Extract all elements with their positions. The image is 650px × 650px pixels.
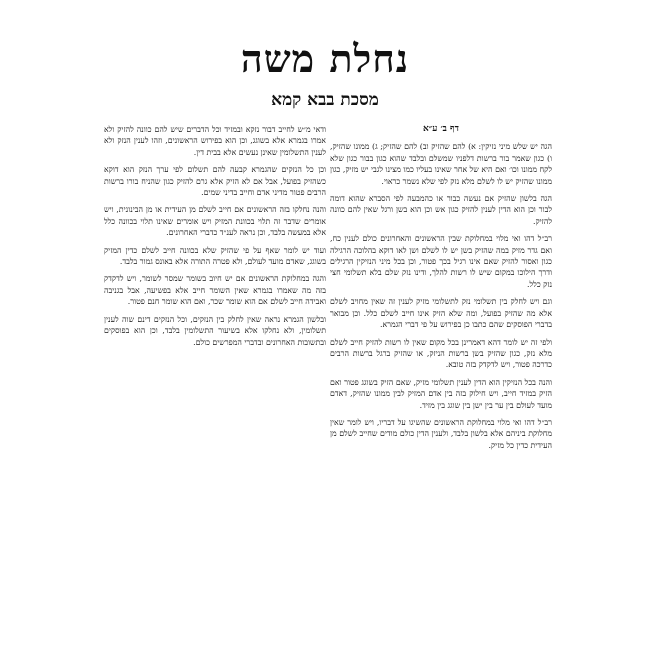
right-column <box>330 124 552 644</box>
daf-header: דף ב׳ ע״א <box>423 124 459 134</box>
paragraph: והנה נחלקו בזה הראשונים אם חייב לשלם מן העידית או מן הבינונית, ויש אומרים שדבר זה תלוי בכוונת המזיק ויש אומרים שאינו תלוי בכוונה כלל אלא במעשה בלבד, וכן נראה לענ״ד כדברי האחרונים. <box>104 205 326 238</box>
tractate-subtitle: מסכת בבא קמא <box>271 90 379 110</box>
paragraph: ולפי זה יש לומר דהא דאמרינן בכל מקום שאין לו רשות להזיק חייב לשלם מלא נזק, כגון שהזיק בשן ברשות הניזק, או שהזיק ברגל ברשות הרבים כדרכה פטור, ויש לדקדק בזה טובא. <box>330 337 552 370</box>
paragraph: והגה במחלוקת הראשונים אם יש חיוב בשומר שמסר לשומר, ויש לדקדק בזה מה שאמרו בגמרא שאין השומר חייב אלא בפשיעה, אבל בגניבה ואבידה חייב לשלם אם הוא שומר שכר, ואם הוא שומר חנם פטור. <box>104 274 326 307</box>
paragraph: הגה בלשון שהזיק אם נעשה כבור או כהמבעה לפי הסברא שהוא דומה לבור וכן הוא הדין לענין להזיק כגון אש וכן הוא בשן ורגל שאין להם כוונה להזיק. <box>330 194 552 226</box>
paragraph: ודאי מ״ש לחייב דבור נזקא ובמזיד וכל הדברים שיש להם כוונה להזיק ולא אמרו בגמרא אלא בשוגג, וכן הוא בפירוש הראשונים, וזהו לענין הנזק ולא לענין התשלומין שאינן נעשים אלא בבית דין. <box>104 125 326 157</box>
paragraph: רב״ל דהו ואי מלוי במחלוקת שבין הראשונים והאחרונים כולם לענין כח, ואם גדר מזיק במה שהזיק בשן יש לו לשלם ושן לאו דוקא בהלוכה הרגילה כגון ואסור להזיק שאם אינו רגיל בכך פטור, וכן בכל מיני הנזיקין הרגילים ודרך הילוכו במקום שיש לו רשות להלך, ודינו נזק שלם בלא תשלומי חצי נזק כלל. <box>330 234 552 289</box>
left-column <box>104 124 326 644</box>
book-title: נחלת משה <box>240 36 410 81</box>
paragraph: וכן כל הנזקים שהגמרא קבעה להם תשלום לפי ערך הנזק הוא דוקא כשהזיק בפועל, אבל אם לא הזיק אלא גרם להזיק כגון שהניח בורו ברשות הרבים פטור מדיני אדם וחייב בדיני שמים. <box>104 165 326 198</box>
paragraph: רב״ל דהו ואי מלוי במחלוקת הראשונים שהשיגו על דבריו, ויש לומר שאין מחלוקת ביניהם אלא בלשון בלבד, ולענין הדין כולם מודים שחייב לשלם מן העידית כדין כל מזיק. <box>330 417 552 450</box>
paragraph: וגם ויש לחלק בין תשלומי נזק לתשלומי מזיק לענין זה שאין מחויב לשלם אלא מה שהזיק בפועל, ומה שלא הזיק אינו חייב לשלם כלל. וכן מבואר בדברי הפוסקים שהם כתבו כן בפירוש על פי דברי הגמרא. <box>330 297 552 330</box>
paragraph: והנה בכל הנזיקין הוא הדין לענין תשלומי מזיק, שאם הזיק בשוגג פטור ואם הזיק במזיד חייב, ויש חילוק בזה בין אדם המזיק לבין ממונו שהזיק, דאדם מועד לעולם בין ער בין ישן בין שוגג בין מזיד. <box>330 377 552 410</box>
paragraph: ועוד יש לומר שאף על פי שהזיק שלא בכוונה חייב לשלם כדין המזיק בשוגג, שאדם מועד לעולם, ולא פטרה התורה אלא באונס גמור בלבד. <box>104 245 326 267</box>
paragraph: הגה יש שלש מיני נזיקין: א) להם שהזיק וב) להם שהזיק; ג) ממונו שהזיק, ו) כגון שאמר בור ברשות דלפניו שמשלם ובלבד שהוא כגון בבור כגון שלא לקח ממונו וכו׳ ואם היא של אחר שאינו בעליו כמו מצינו לגבי יש מזיק, כגון ממונו שהזיק יש לו לשלם מלא נזק לפי שלא נשמר כראוי. <box>330 142 552 186</box>
paragraph: ובלשון הגמרא נראה שאין לחלק בין הנזקים, וכל הנזקים דינם שוה לענין תשלומין, ולא נחלקו אלא בשיעור התשלומין בלבד, וכן הוא בפוסקים ובתשובות האחרונים ובדברי המפרשים כולם. <box>104 314 326 347</box>
